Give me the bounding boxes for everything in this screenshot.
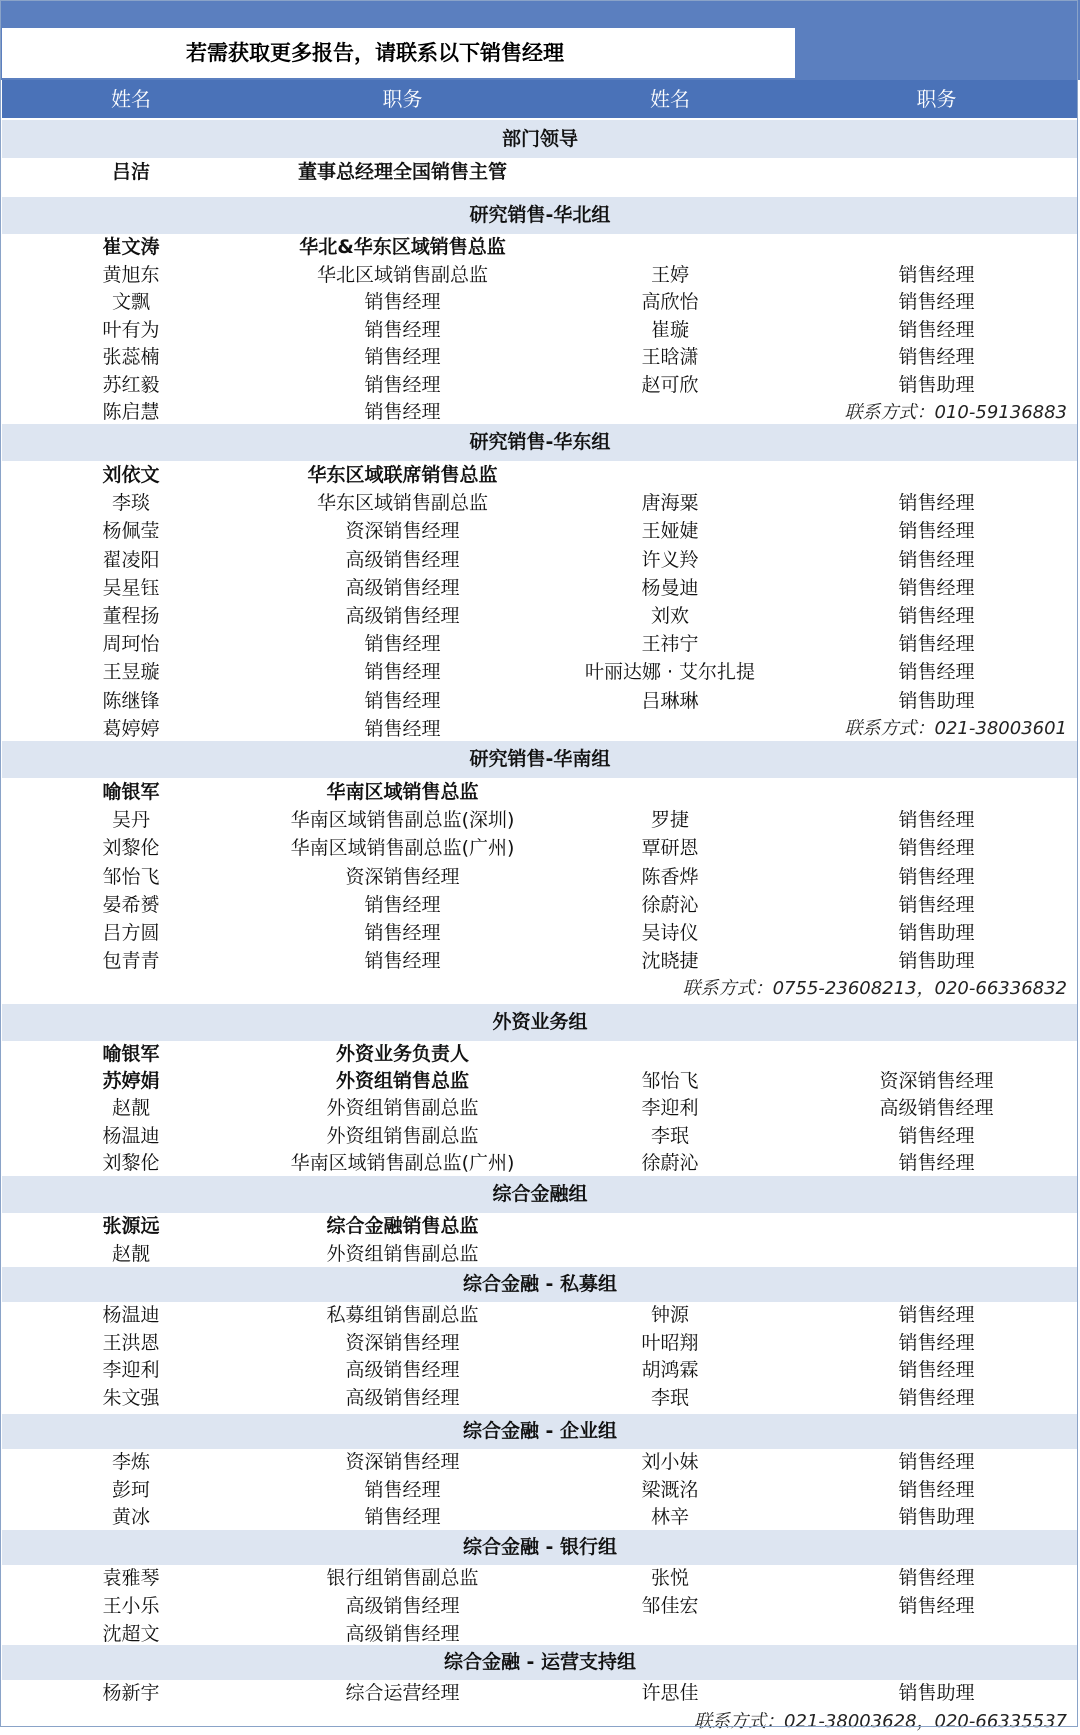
person-role: 销售经理 xyxy=(260,1477,545,1505)
person-role: 销售经理 xyxy=(260,687,545,715)
person-role: 高级销售经理 xyxy=(260,574,545,602)
person-name: 喻银军 xyxy=(2,1041,260,1068)
person-name: 李炼 xyxy=(2,1449,260,1477)
person-role: 销售经理 xyxy=(260,399,545,427)
person-name: 王小乐 xyxy=(2,1593,260,1621)
person-name: 陈启慧 xyxy=(2,399,260,427)
person-role: 资深销售经理 xyxy=(260,1449,545,1477)
person-name: 刘小妹 xyxy=(545,1449,795,1477)
person-name: 黄冰 xyxy=(2,1504,260,1532)
person-name: 董程扬 xyxy=(2,602,260,630)
person-role: 销售经理 xyxy=(795,1150,1078,1177)
section-header: 综合金融 - 企业组 xyxy=(2,1414,1078,1449)
person-name: 刘黎伦 xyxy=(2,834,260,862)
person-role: 银行组销售副总监 xyxy=(260,1565,545,1593)
person-name: 陈继锋 xyxy=(2,687,260,715)
person-name: 沈晓捷 xyxy=(545,947,795,975)
person-role: 销售经理 xyxy=(260,947,545,975)
section-header: 综合金融 - 运营支持组 xyxy=(2,1645,1078,1680)
person-role: 销售经理 xyxy=(260,372,545,400)
person-name: 王晗潇 xyxy=(545,344,795,372)
person-role: 资深销售经理 xyxy=(795,1068,1078,1095)
contact-info: 联系方式：010-59136883 xyxy=(845,399,1067,427)
person-role: 销售经理 xyxy=(795,317,1078,345)
person-role: 外资组销售副总监 xyxy=(260,1241,545,1269)
person-role: 销售助理 xyxy=(795,919,1078,947)
person-role: 高级销售经理 xyxy=(260,1385,545,1413)
contact-info: 联系方式：021-38003628，020-66335537 xyxy=(694,1708,1067,1735)
person-role: 销售助理 xyxy=(795,1680,1078,1708)
person-name: 吕方圆 xyxy=(2,919,260,947)
person-name: 刘欢 xyxy=(545,602,795,630)
section-header: 研究销售-华东组 xyxy=(2,424,1078,461)
person-role: 销售经理 xyxy=(795,1565,1078,1593)
person-name: 周珂怡 xyxy=(2,630,260,658)
person-role: 资深销售经理 xyxy=(260,1330,545,1358)
person-name: 包青青 xyxy=(2,947,260,975)
person-name: 李珉 xyxy=(545,1385,795,1413)
person-name: 王娅婕 xyxy=(545,517,795,545)
section-header: 外资业务组 xyxy=(2,1004,1078,1041)
person-name: 张悦 xyxy=(545,1565,795,1593)
person-role: 销售经理 xyxy=(260,658,545,686)
person-name: 王婷 xyxy=(545,262,795,290)
person-name: 杨曼迪 xyxy=(545,574,795,602)
person-name: 袁雅琴 xyxy=(2,1565,260,1593)
person-name: 李琰 xyxy=(2,489,260,517)
person-role: 销售助理 xyxy=(795,687,1078,715)
person-role: 高级销售经理 xyxy=(795,1095,1078,1122)
person-role: 销售经理 xyxy=(795,834,1078,862)
person-role: 资深销售经理 xyxy=(260,517,545,545)
person-role: 销售经理 xyxy=(795,630,1078,658)
person-name: 苏红毅 xyxy=(2,372,260,400)
person-name: 崔文涛 xyxy=(2,234,260,262)
person-name: 唐海粟 xyxy=(545,489,795,517)
person-name: 吴丹 xyxy=(2,806,260,834)
person-name: 罗捷 xyxy=(545,806,795,834)
person-role: 华东区域销售副总监 xyxy=(260,489,545,517)
person-role: 华东区域联席销售总监 xyxy=(260,461,545,489)
person-role: 华南区域销售副总监(广州) xyxy=(260,1150,545,1177)
person-role: 高级销售经理 xyxy=(260,602,545,630)
section-header: 研究销售-华南组 xyxy=(2,741,1078,778)
person-role: 高级销售经理 xyxy=(260,546,545,574)
person-role: 销售经理 xyxy=(795,1123,1078,1150)
person-name: 黄旭东 xyxy=(2,262,260,290)
person-role: 销售经理 xyxy=(795,863,1078,891)
person-name: 李迎利 xyxy=(545,1095,795,1122)
person-name: 张源远 xyxy=(2,1213,260,1241)
person-role: 综合运营经理 xyxy=(260,1680,545,1708)
person-role: 董事总经理全国销售主管 xyxy=(260,158,545,186)
person-name: 吕洁 xyxy=(2,158,260,186)
person-name: 吴星钰 xyxy=(2,574,260,602)
section-header: 研究销售-华北组 xyxy=(2,197,1078,234)
header-name-1: 姓名 xyxy=(2,80,260,118)
person-role: 销售经理 xyxy=(260,630,545,658)
person-role: 销售经理 xyxy=(795,806,1078,834)
person-name: 胡鸿霖 xyxy=(545,1357,795,1385)
person-name: 许义羚 xyxy=(545,546,795,574)
person-name: 王昱璇 xyxy=(2,658,260,686)
person-name: 吕琳琳 xyxy=(545,687,795,715)
person-role: 销售经理 xyxy=(795,891,1078,919)
person-name: 朱文强 xyxy=(2,1385,260,1413)
person-role: 销售经理 xyxy=(795,1593,1078,1621)
person-role: 华南区域销售副总监(深圳) xyxy=(260,806,545,834)
person-role: 高级销售经理 xyxy=(260,1357,545,1385)
person-role: 销售经理 xyxy=(260,715,545,743)
contact-info: 联系方式：0755-23608213，020-66336832 xyxy=(683,975,1067,1003)
person-name: 李迎利 xyxy=(2,1357,260,1385)
person-role: 销售经理 xyxy=(795,1357,1078,1385)
person-role: 销售经理 xyxy=(260,289,545,317)
person-role: 销售经理 xyxy=(795,1449,1078,1477)
person-name: 杨温迪 xyxy=(2,1302,260,1330)
person-role: 外资业务负责人 xyxy=(260,1041,545,1068)
person-name: 晏希赟 xyxy=(2,891,260,919)
person-name: 高欣怡 xyxy=(545,289,795,317)
person-name: 翟凌阳 xyxy=(2,546,260,574)
person-name: 杨新宇 xyxy=(2,1680,260,1708)
person-name: 邹佳宏 xyxy=(545,1593,795,1621)
person-role: 销售经理 xyxy=(795,289,1078,317)
person-role: 销售经理 xyxy=(795,1330,1078,1358)
person-name: 王洪恩 xyxy=(2,1330,260,1358)
person-name: 叶昭翔 xyxy=(545,1330,795,1358)
person-name: 邹怡飞 xyxy=(2,863,260,891)
person-name: 崔璇 xyxy=(545,317,795,345)
person-role: 销售经理 xyxy=(795,574,1078,602)
person-name: 苏婷娟 xyxy=(2,1068,260,1095)
person-role: 销售助理 xyxy=(795,1504,1078,1532)
person-role: 外资组销售总监 xyxy=(260,1068,545,1095)
person-role: 华北&华东区域销售总监 xyxy=(260,234,545,262)
person-name: 杨温迪 xyxy=(2,1123,260,1150)
header-name-2: 姓名 xyxy=(545,80,795,118)
person-name: 王祎宁 xyxy=(545,630,795,658)
person-role: 高级销售经理 xyxy=(260,1621,545,1649)
person-name: 梁溉洺 xyxy=(545,1477,795,1505)
section-header: 部门领导 xyxy=(2,120,1078,158)
header-role-1: 职务 xyxy=(260,80,545,118)
person-name: 张蕊楠 xyxy=(2,344,260,372)
person-name: 邹怡飞 xyxy=(545,1068,795,1095)
person-name: 沈超文 xyxy=(2,1621,260,1649)
person-role: 综合金融销售总监 xyxy=(260,1213,545,1241)
person-role: 销售经理 xyxy=(260,1504,545,1532)
person-name: 叶丽达娜 · 艾尔扎提 xyxy=(545,658,795,686)
person-name: 刘依文 xyxy=(2,461,260,489)
section-header: 综合金融 - 私募组 xyxy=(2,1267,1078,1302)
banner-title: 若需获取更多报告，请联系以下销售经理 xyxy=(186,28,564,78)
person-role: 销售经理 xyxy=(260,891,545,919)
person-name: 杨佩莹 xyxy=(2,517,260,545)
person-role: 高级销售经理 xyxy=(260,1593,545,1621)
person-name: 陈香烨 xyxy=(545,863,795,891)
person-name: 赵靓 xyxy=(2,1095,260,1122)
person-name: 文飘 xyxy=(2,289,260,317)
person-name: 吴诗仪 xyxy=(545,919,795,947)
section-header: 综合金融 - 银行组 xyxy=(2,1530,1078,1565)
person-name: 刘黎伦 xyxy=(2,1150,260,1177)
person-role: 外资组销售副总监 xyxy=(260,1123,545,1150)
person-name: 赵可欣 xyxy=(545,372,795,400)
person-role: 销售经理 xyxy=(795,517,1078,545)
person-name: 葛婷婷 xyxy=(2,715,260,743)
person-role: 销售经理 xyxy=(795,602,1078,630)
person-role: 销售经理 xyxy=(795,344,1078,372)
person-role: 销售助理 xyxy=(795,947,1078,975)
person-name: 喻银军 xyxy=(2,778,260,806)
person-name: 彭珂 xyxy=(2,1477,260,1505)
person-name: 徐蔚沁 xyxy=(545,1150,795,1177)
person-role: 私募组销售副总监 xyxy=(260,1302,545,1330)
person-role: 华南区域销售总监 xyxy=(260,778,545,806)
person-role: 销售经理 xyxy=(795,1385,1078,1413)
person-name: 覃研恩 xyxy=(545,834,795,862)
person-name: 林辛 xyxy=(545,1504,795,1532)
person-role: 销售经理 xyxy=(795,1302,1078,1330)
person-name: 徐蔚沁 xyxy=(545,891,795,919)
person-role: 销售经理 xyxy=(795,262,1078,290)
person-role: 销售经理 xyxy=(795,658,1078,686)
person-role: 销售助理 xyxy=(795,372,1078,400)
person-role: 销售经理 xyxy=(795,1477,1078,1505)
person-role: 外资组销售副总监 xyxy=(260,1095,545,1122)
person-name: 赵靓 xyxy=(2,1241,260,1269)
person-role: 华北区域销售副总监 xyxy=(260,262,545,290)
person-name: 钟源 xyxy=(545,1302,795,1330)
header-role-2: 职务 xyxy=(795,80,1078,118)
person-name: 许思佳 xyxy=(545,1680,795,1708)
person-name: 李珉 xyxy=(545,1123,795,1150)
person-role: 销售经理 xyxy=(260,344,545,372)
section-header: 综合金融组 xyxy=(2,1176,1078,1213)
person-name: 叶有为 xyxy=(2,317,260,345)
contact-info: 联系方式：021-38003601 xyxy=(845,715,1067,743)
person-role: 资深销售经理 xyxy=(260,863,545,891)
person-role: 销售经理 xyxy=(795,546,1078,574)
person-role: 华南区域销售副总监(广州) xyxy=(260,834,545,862)
person-role: 销售经理 xyxy=(260,317,545,345)
person-role: 销售经理 xyxy=(795,489,1078,517)
person-role: 销售经理 xyxy=(260,919,545,947)
